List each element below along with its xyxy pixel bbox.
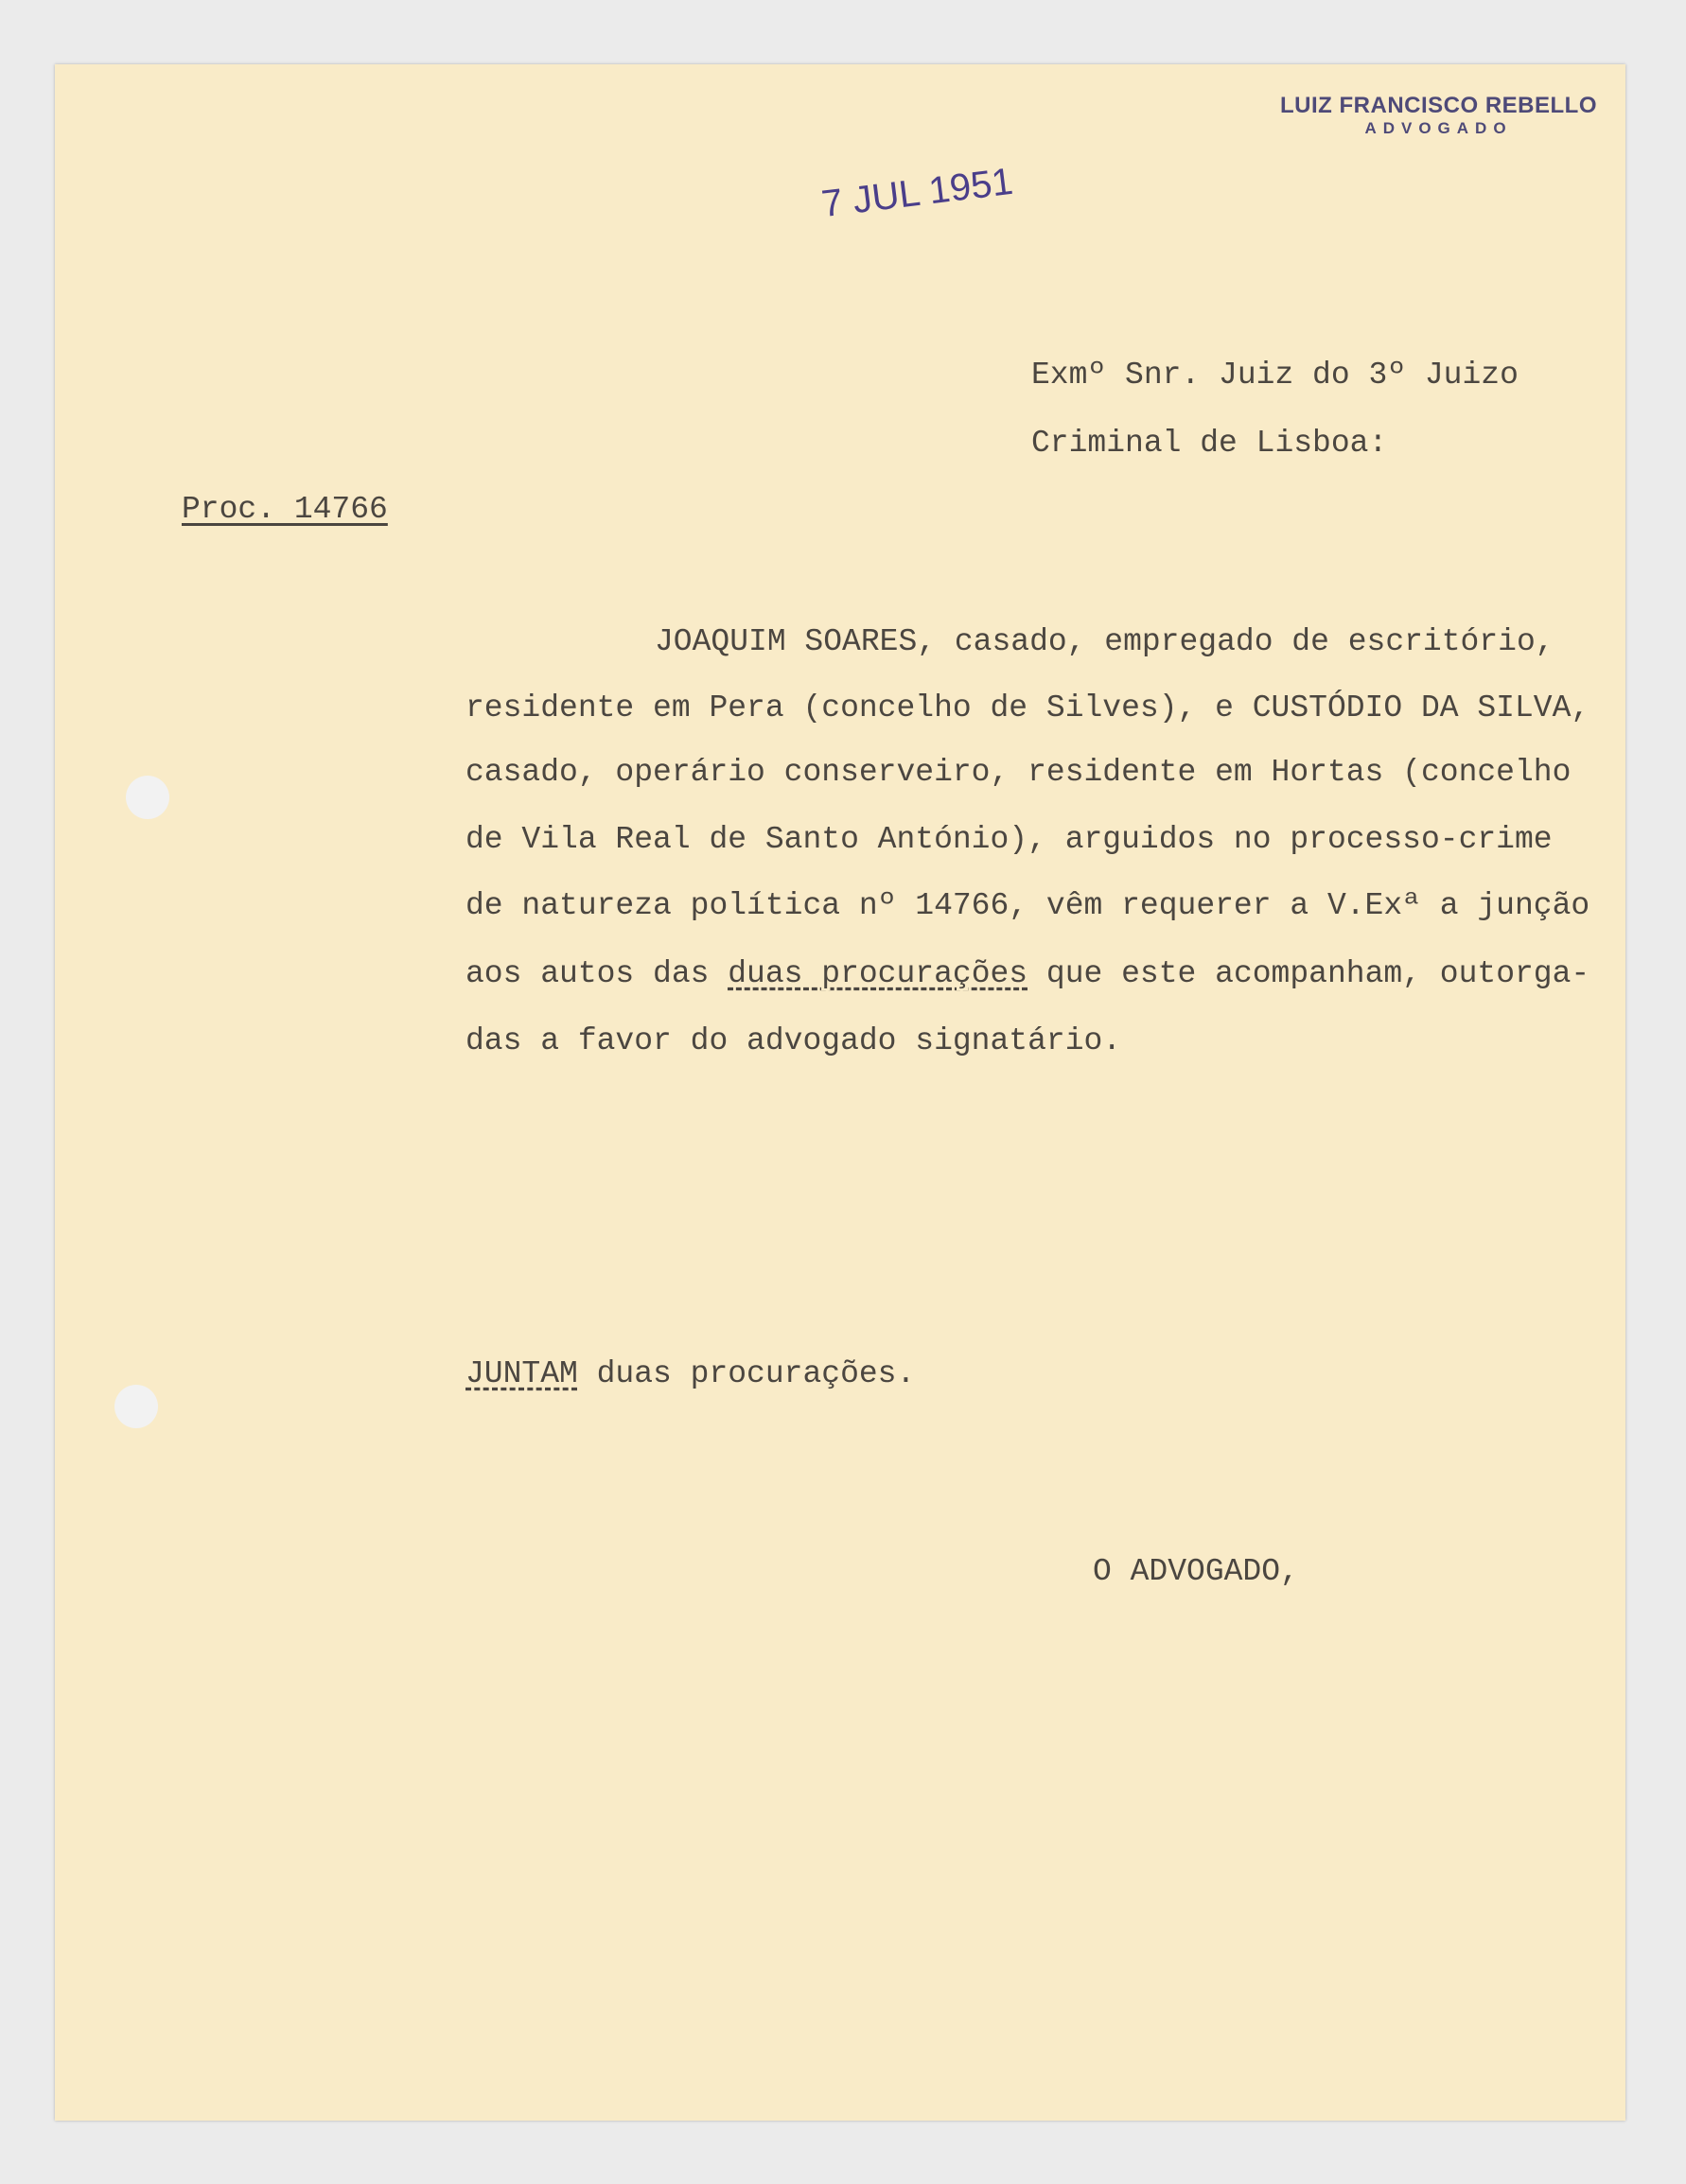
letterhead — [1280, 93, 1597, 138]
date-stamp: 7 JUL 1951 — [819, 160, 1015, 226]
letterhead-title: ADVOGADO — [1364, 119, 1513, 137]
body-line: de natureza política nº 14766, vêm requerer a V.Exª a junção — [465, 888, 1590, 923]
body-line: JOAQUIM SOARES, casado, empregado de escritório, — [655, 624, 1554, 659]
body-line: das a favor do advogado signatário. — [465, 1023, 1122, 1058]
punch-hole — [114, 1385, 158, 1428]
letterhead-name: LUIZ FRANCISCO REBELLO — [1280, 93, 1597, 118]
enclosure-note — [465, 1356, 915, 1391]
enclosure-text: duas procurações. — [577, 1356, 916, 1391]
body-line: casado, operário conserveiro, residente em Hortas (concelho — [465, 755, 1572, 790]
body-line: de Vila Real de Santo António), arguidos no processo-crime — [465, 822, 1553, 857]
addressee-line: Criminal de Lisboa: — [1031, 426, 1388, 461]
process-number: Proc. 14766 — [182, 492, 388, 527]
body-line: residente em Pera (concelho de Silves), e CUSTÓDIO DA SILVA, — [465, 690, 1590, 725]
body-line — [465, 956, 1589, 991]
addressee-line: Exmº Snr. Juiz do 3º Juizo — [1031, 358, 1519, 393]
punch-hole — [126, 776, 169, 819]
underlined-text: duas procurações — [728, 956, 1028, 991]
body-text: que este acompanham, outorga- — [1027, 956, 1590, 991]
enclosure-verb: JUNTAM — [465, 1356, 578, 1391]
body-text: aos autos das — [465, 956, 729, 991]
signature-line: O ADVOGADO, — [1093, 1554, 1299, 1589]
